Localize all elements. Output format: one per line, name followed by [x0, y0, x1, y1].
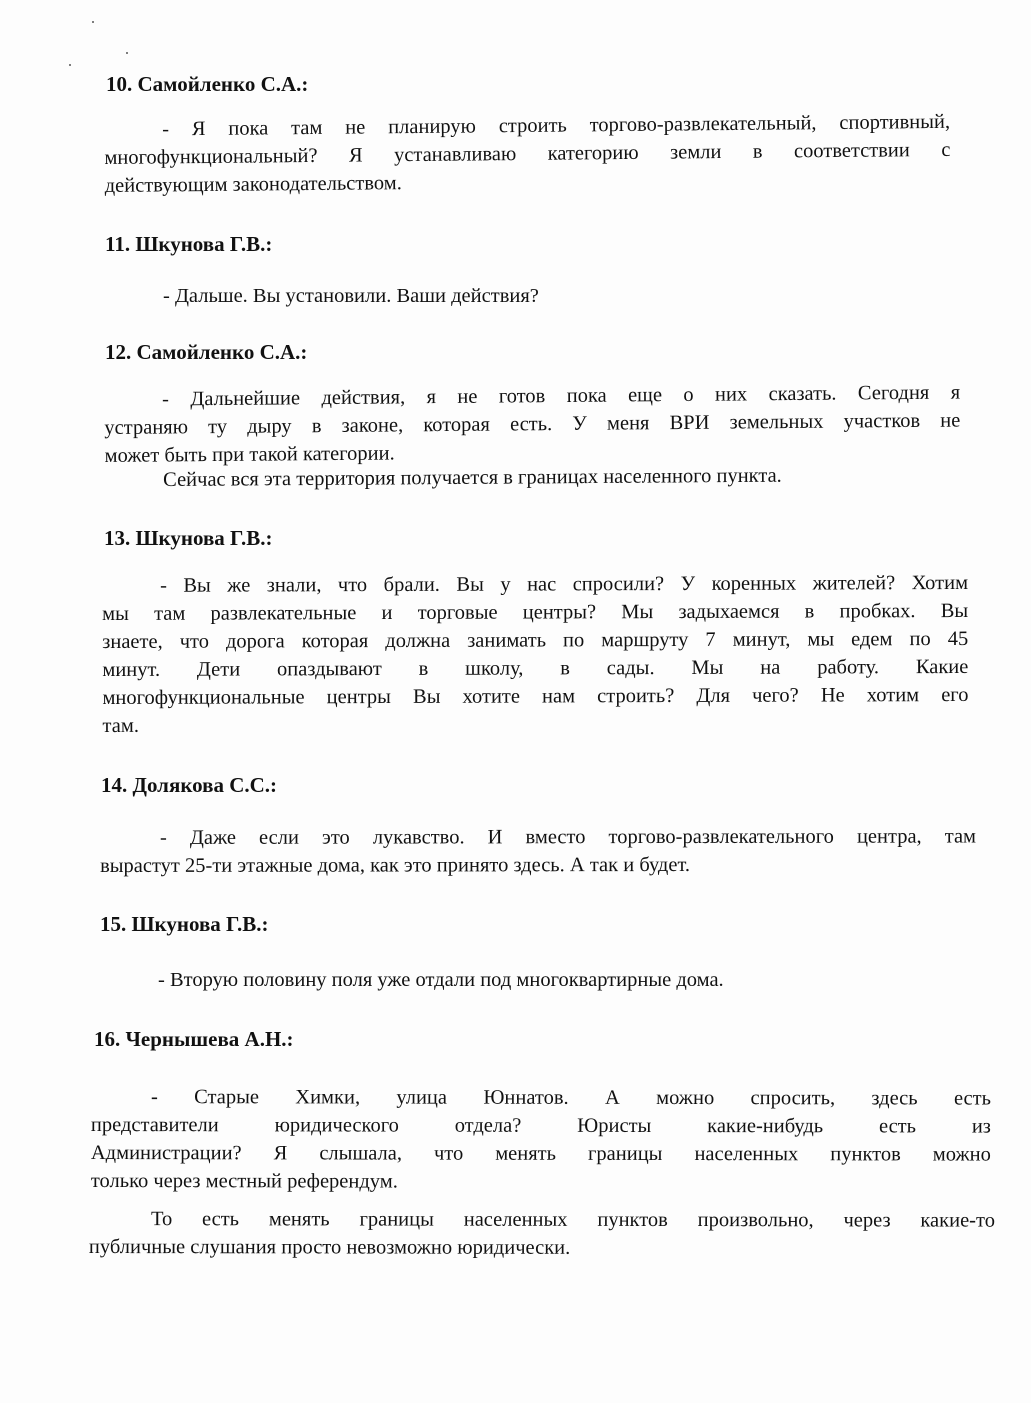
- statement-paragraph: [89, 1205, 995, 1263]
- speaker-heading: 14. Долякова С.С.:: [101, 773, 278, 797]
- text-line: публичные слушания просто невозможно юридически.: [88, 1236, 571, 1259]
- text-line: мы там развлекательные и торговые центры? Мы задыхаемся в пробках. Вы: [102, 599, 969, 625]
- text-line: там.: [102, 714, 139, 737]
- scan-speck: [69, 64, 71, 66]
- statement-paragraph: [102, 569, 969, 740]
- text-line: Сейчас вся эта территория получается в границах населенного пункта.: [163, 464, 782, 491]
- text-line: устраняю ту дыру в законе, которая есть. У меня ВРИ земельных участков не: [104, 409, 961, 439]
- text-line: действующим законодательством.: [104, 172, 402, 197]
- statement-paragraph: [91, 1083, 991, 1197]
- statement-paragraph: [163, 282, 863, 310]
- scan-speck: [92, 21, 94, 23]
- text-line: - Дальнейшие действия, я не готов пока еще о них сказать. Сегодня я: [162, 381, 961, 411]
- text-line: только через местный референдум.: [90, 1169, 398, 1193]
- text-line: Администрации? Я слышала, что менять границы населенных пунктов можно: [90, 1141, 991, 1166]
- text-line: минут. Дети опаздывают в школу, в сады. Мы на работу. Какие: [102, 655, 969, 681]
- speaker-heading: 10. Самойленко С.А.:: [106, 72, 309, 96]
- text-line: - Даже если это лукавство. И вместо торгово-развлекательного центра, там: [160, 825, 977, 849]
- text-line: - Вы же знали, что брали. Вы у нас спросили? У коренных жителей? Хотим: [160, 571, 969, 597]
- statement-paragraph: [163, 461, 923, 494]
- text-line: - Вторую половину поля уже отдали под многоквартирные дома.: [158, 969, 724, 991]
- text-line: вырастут 25-ти этажные дома, как это принято здесь. А так и будет.: [100, 853, 691, 877]
- text-line: многофункциональный? Я устанавливаю категорию земли в соответствии с: [104, 138, 951, 169]
- text-line: многофункциональные центры Вы хотите нам строить? Для чего? Не хотим его: [102, 683, 969, 709]
- text-line: - Дальше. Вы установили. Ваши действия?: [163, 285, 539, 307]
- speaker-heading: 15. Шкунова Г.В.:: [100, 912, 269, 936]
- speaker-heading: 16. Чернышева А.Н.:: [94, 1027, 294, 1051]
- text-line: представители юридического отдела? Юристы какие-нибудь есть из: [90, 1114, 991, 1138]
- statement-paragraph: [100, 822, 976, 880]
- speaker-heading: 11. Шкунова Г.В.:: [105, 232, 273, 256]
- statement-paragraph: [104, 379, 961, 470]
- text-line: - Я пока там не планирую строить торгово-развлекательный, спортивный,: [162, 110, 951, 141]
- text-line: может быть при такой категории.: [104, 442, 395, 467]
- text-line: знаете, что дорога которая должна занимать по маршруту 7 минут, мы едем по 45: [102, 627, 969, 653]
- speaker-heading: 12. Самойленко С.А.:: [105, 340, 308, 364]
- speaker-heading: 13. Шкунова Г.В.:: [104, 526, 273, 550]
- text-line: - Старые Химки, улица Юннатов. А можно спросить, здесь есть: [150, 1086, 991, 1110]
- statement-paragraph: [104, 108, 951, 200]
- statement-paragraph: [158, 966, 918, 994]
- text-line: То есть менять границы населенных пунктов произвольно, через какие-то: [150, 1208, 995, 1232]
- scan-speck: [126, 52, 128, 54]
